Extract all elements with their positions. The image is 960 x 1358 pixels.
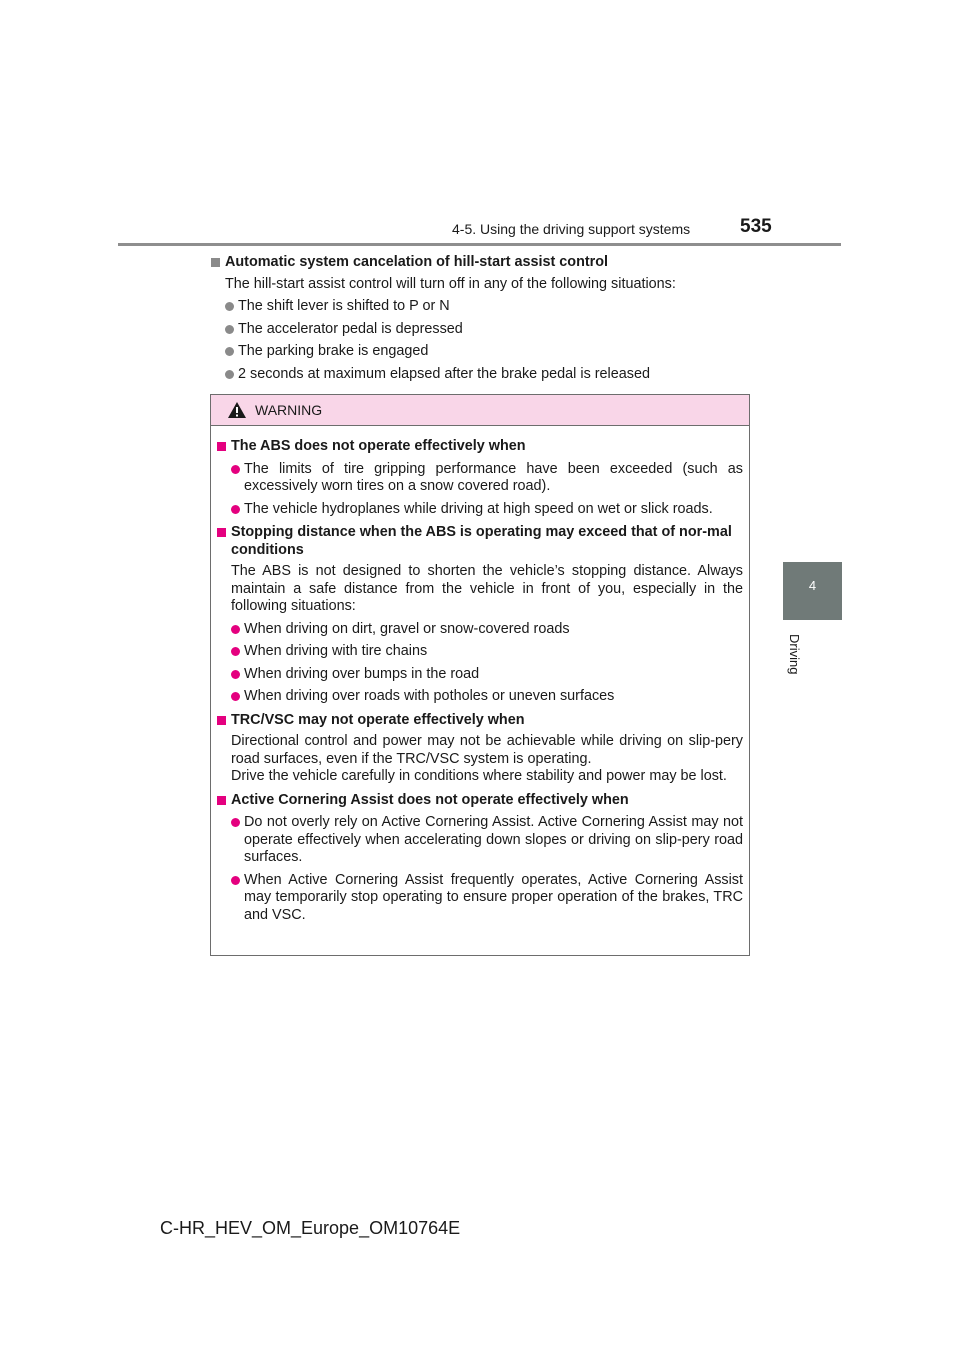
list-item-text: When driving with tire chains	[244, 643, 428, 659]
list-item	[211, 321, 751, 339]
round-bullet-icon	[231, 647, 240, 656]
round-bullet-icon	[231, 625, 240, 634]
list-item	[217, 688, 743, 706]
document-id: C-HR_HEV_OM_Europe_OM10764E	[160, 1218, 461, 1238]
chapter-number: 4	[808, 578, 817, 593]
round-bullet-icon	[231, 818, 240, 827]
round-bullet-icon	[231, 505, 240, 514]
warning-heading-text: Stopping distance when the ABS is operating may exceed that of nor-mal conditions	[231, 524, 732, 558]
warning-heading-text: TRC/VSC may not operate effectively when	[231, 711, 525, 728]
list-item-text: The parking brake is engaged	[238, 343, 429, 359]
warning-box	[210, 394, 750, 956]
list-item	[217, 872, 743, 925]
list-item-text: When driving over roads with potholes or uneven surfaces	[244, 688, 615, 704]
header-divider	[118, 243, 841, 246]
page-number: 535	[740, 216, 772, 237]
list-item	[211, 298, 751, 316]
warning-heading	[217, 712, 743, 730]
square-bullet-icon	[217, 716, 226, 725]
warning-triangle-icon	[227, 401, 247, 419]
warning-title: WARNING	[255, 402, 323, 418]
list-item	[217, 501, 743, 519]
list-item	[211, 366, 751, 384]
intro-heading-text: Automatic system cancelation of hill-start assist control	[225, 254, 609, 270]
list-item	[217, 814, 743, 867]
list-item	[217, 643, 743, 661]
warning-heading	[217, 524, 743, 559]
list-item	[217, 666, 743, 684]
square-bullet-icon	[217, 796, 226, 805]
warning-heading	[217, 438, 743, 456]
list-item-text: 2 seconds at maximum elapsed after the brake pedal is released	[238, 365, 650, 382]
list-item-text: The vehicle hydroplanes while driving at high speed on wet or slick roads.	[244, 500, 713, 517]
round-bullet-icon	[231, 876, 240, 885]
round-bullet-icon	[225, 325, 234, 334]
square-bullet-icon	[211, 258, 220, 267]
warning-text: Directional control and power may not be achievable while driving on slip-pery road surfaces, even if the TRC/VSC system is operating.	[231, 733, 743, 767]
intro-heading	[211, 254, 751, 272]
list-item-text: When Active Cornering Assist frequently operates, Active Cornering Assist may temporarily stop operating to ensure proper operation of the brakes, TRC and VSC.	[244, 871, 743, 923]
round-bullet-icon	[231, 670, 240, 679]
round-bullet-icon	[225, 370, 234, 379]
warning-text: The ABS is not designed to shorten the vehicle’s stopping distance. Always maintain a safe distance from the vehicle in front of you, especially in the following situations:	[231, 563, 743, 614]
warning-heading-text: Active Cornering Assist does not operate effectively when	[231, 791, 629, 808]
warning-text: Drive the vehicle carefully in conditions where stability and power may be lost.	[231, 768, 727, 784]
list-item-text: The limits of tire gripping performance have been exceeded (such as excessively worn tires on a snow covered road).	[244, 460, 743, 494]
list-item	[211, 343, 751, 361]
list-item-text: The shift lever is shifted to P or N	[238, 298, 450, 314]
warning-body	[211, 426, 749, 924]
intro-section	[211, 254, 751, 383]
round-bullet-icon	[231, 692, 240, 701]
chapter-label: Driving	[787, 634, 802, 675]
warning-heading-text: The ABS does not operate effectively when	[231, 438, 526, 454]
list-item-text: When driving over bumps in the road	[244, 665, 480, 682]
square-bullet-icon	[217, 442, 226, 451]
round-bullet-icon	[225, 347, 234, 356]
round-bullet-icon	[231, 465, 240, 474]
list-item-text: Do not overly rely on Active Cornering Assist. Active Cornering Assist may not operate effectively when accelerating down slopes or driving on slip-pery road surfaces.	[244, 814, 743, 865]
warning-heading	[217, 792, 743, 810]
list-item-text: When driving on dirt, gravel or snow-covered roads	[244, 620, 570, 637]
list-item	[217, 621, 743, 639]
list-item-text: The accelerator pedal is depressed	[238, 320, 463, 337]
list-item	[217, 461, 743, 496]
round-bullet-icon	[225, 302, 234, 311]
warning-header	[211, 395, 749, 426]
intro-text: The hill-start assist control will turn off in any of the following situations:	[225, 275, 676, 292]
section-title: 4-5. Using the driving support systems	[452, 221, 691, 237]
square-bullet-icon	[217, 528, 226, 537]
